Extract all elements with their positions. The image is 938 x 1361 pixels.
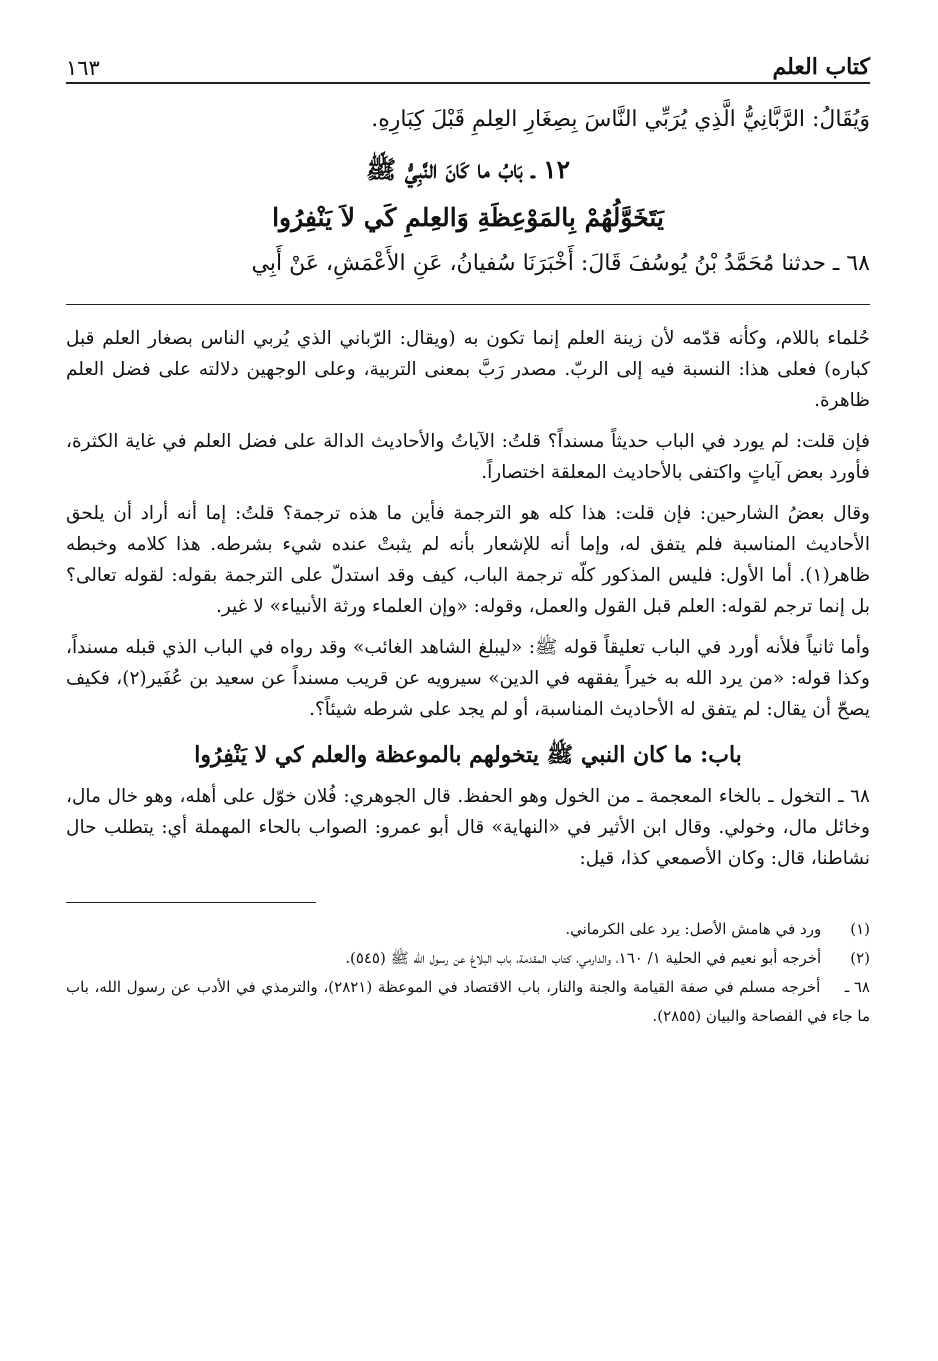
commentary-paragraph-3: وقال بعضُ الشارحين: فإن قلت: هذا كله هو الترجمة فأين ما هذه ترجمة؟ قلتُ: إما أنه أراد أن يلحق الأحاديث المناسبة فلم يتفق له، وإما أنه للإشعار بأنه لم يثبتْ عنده شيء بشرطه. هذا كلامه وخبطه ظاهر(١). أما الأول: فليس المذكور كلّه ترجمة الباب، كيف وقد استدلّ على الترجمة بقوله: لقوله تعالى؟ بل إنما ترجم لقوله: العلم قبل القول والعمل، وقوله: «وإن العلماء ورثة الأنبياء» لا غير. [66,503,870,617]
page [66,40,870,1031]
footnote [66,973,870,1031]
footnote [66,915,870,944]
footnote [66,944,870,973]
chapter-title-line-2: يَتَخَوَّلُهُمْ بِالمَوْعِظَةِ وَالعِلمِ كَي لاَ يَنْفِرُوا [272,203,664,232]
opening-line: وَيُقَالُ: الرَّبَّانِيُّ الَّذِي يُرَبِّي النَّاسَ بِصِغَارِ العِلمِ قَبْلَ كِبَارِهِ. [371,107,870,132]
footnote-number: (١) [850,920,870,938]
running-header [66,40,870,84]
footnote-text: أخرجه أبو نعيم في الحلية ١/ ١٦٠، والدارمي، كتاب المقدمة، باب البلاغ عن رسول الله ﷺ (٥٤٥). [345,949,822,967]
hadith-text [66,96,870,288]
footnote-text: ورد في هامش الأصل: يرد على الكرماني. [565,920,822,938]
footnote-number: ٦٨ ـ [844,978,870,996]
hadith-68-start: ٦٨ ـ حدثنا مُحَمَّدُ بْنُ يُوسُفَ قَالَ: أَخْبَرَنَا سُفيانُ، عَنِ الأَعْمَشِ، عَنْ أَبِي [251,251,870,276]
commentary-paragraph-2: فإن قلت: لم يورد في الباب حديثاً مسنداً؟ قلتُ: الآياتُ والأحاديث الدالة على فضل العلم في غاية الكثرة، فأورد بعض آياتٍ واكتفى بالأحاديث المعلقة اختصاراً. [66,431,870,483]
commentary-chapter-title: باب: ما كان النبي ﷺ يتخولهم بالموعظة والعلم كي لا يَنْفِرُوا [194,742,742,768]
commentary-paragraph-5: ٦٨ ـ التخول ـ بالخاء المعجمة ـ من الخول وهو الحفظ. قال الجوهري: فُلان خوّل على أهله، وهو خال مال، وخائل مال، وخولي. وقال ابن الأثير في «النهاية» قال أبو عمرو: الصواب بالحاء المهملة أي: يتطلب حال نشاطنا، قال: وكان الأصمعي كذا، قيل: [66,786,870,869]
commentary-paragraph-1: حُلماء باللام، وكأنه قدّمه لأن زينة العلم إنما تكون به (ويقال: الرّباني الذي يُربي الناس بصغار العلم قبل كباره) فعلى هذا: النسبة فيه إلى الربّ. مصدر رَبَّ بمعنى التربية، وعلى الوجهين دلالته على فضل العلم ظاهرة. [66,328,870,411]
commentary [66,323,870,874]
footnote-text: أخرجه مسلم في صفة القيامة والجنة والنار، باب الاقتصاد في الموعظة (٢٨٢١)، والترمذي في الأدب عن رسول الله، باب ما جاء في الفصاحة والبيان (٢٨٥٥). [66,978,870,1025]
footnotes [66,915,870,1031]
footnote-rule [66,902,316,903]
book-title: كتاب العلم [772,54,870,80]
separator-rule [66,304,870,305]
page-number: ١٦٣ [66,56,100,80]
commentary-paragraph-4: وأما ثانياً فلأنه أورد في الباب تعليقاً قوله ﷺ: «ليبلغ الشاهد الغائب» وقد رواه في الباب الذي قبله مسنداً، وكذا قوله: «من يرد الله به خيراً يفقهه في الدين» سيرويه عن قريب مسنداً عن سعيد بن عُفَير(٢)، فكيف يصحّ أن يقال: لم يتفق له الأحاديث المناسبة، أو لم يجد على شرطه شيئاً؟. [66,637,870,720]
footnote-number: (٢) [850,949,870,967]
chapter-title-line-1: ١٢ ـ بَابُ ما كَانَ النَّبِيُّ ﷺ [365,155,571,184]
